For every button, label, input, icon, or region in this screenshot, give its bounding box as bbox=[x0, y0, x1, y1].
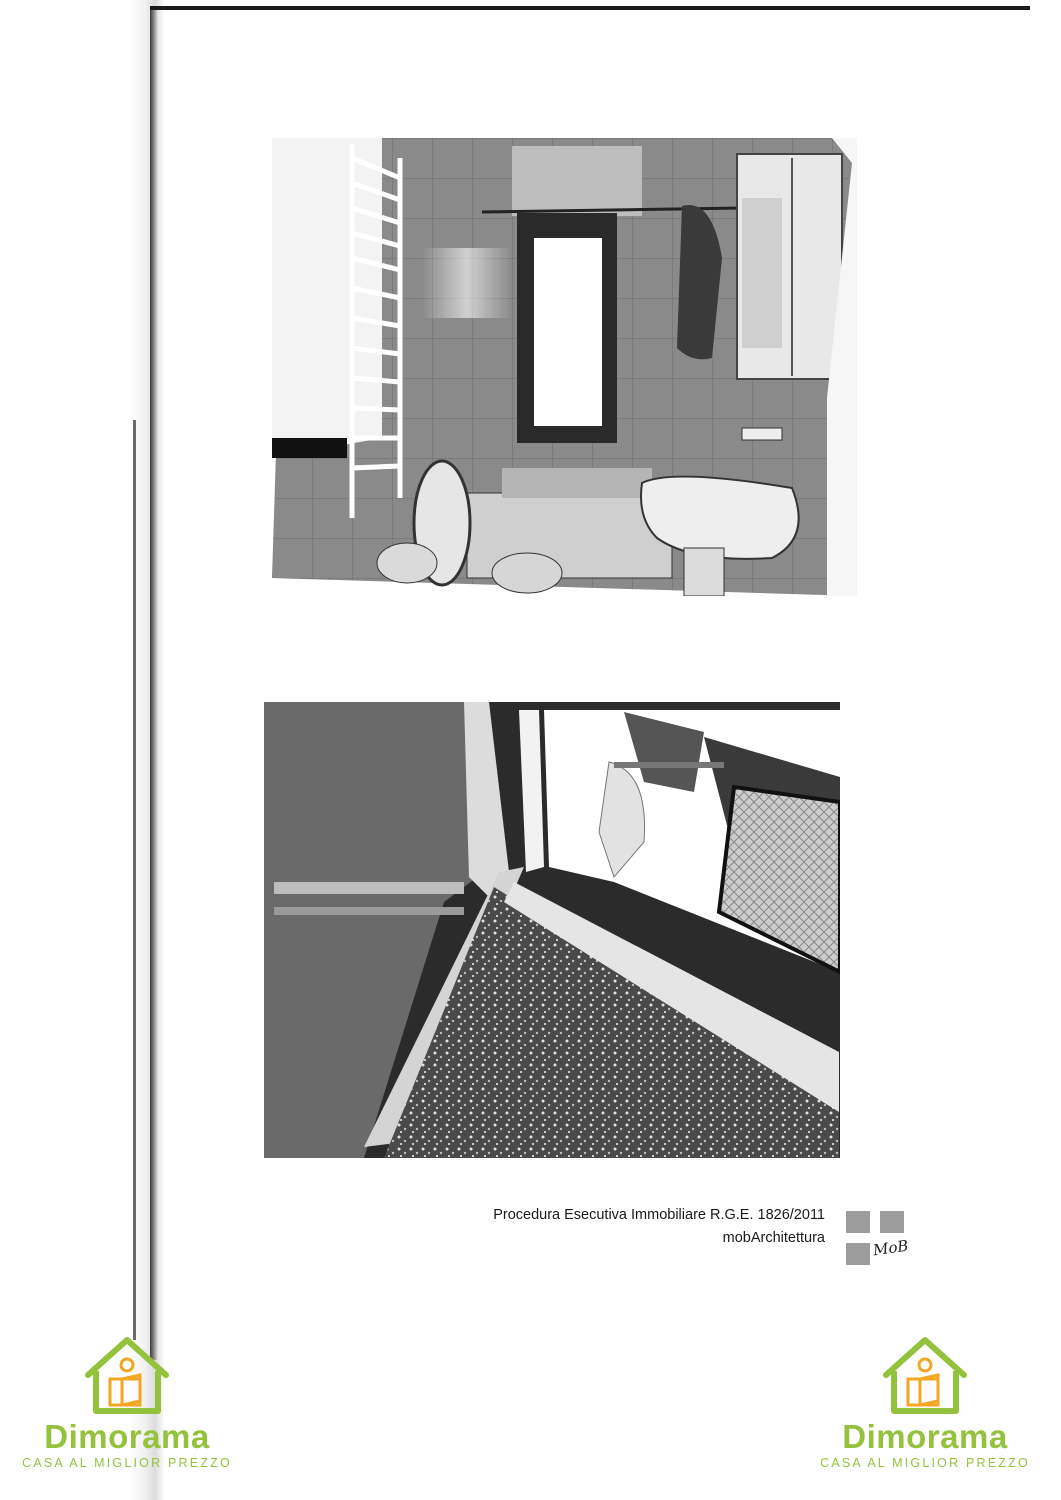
dimorama-watermark-right bbox=[820, 1335, 1030, 1471]
document-footer bbox=[430, 1204, 825, 1250]
firm-stamp bbox=[846, 1211, 910, 1271]
scan-shadow bbox=[0, 0, 165, 1500]
binding-line bbox=[150, 10, 158, 1360]
bathroom-photo bbox=[272, 138, 857, 596]
firm-name: mobArchitettura bbox=[722, 1230, 825, 1246]
dimorama-watermark-left bbox=[22, 1335, 232, 1471]
brand-name: Dimorama bbox=[842, 1418, 1008, 1455]
procedure-reference: Procedura Esecutiva Immobiliare R.G.E. 1826/2011 bbox=[493, 1207, 825, 1223]
binding-line-inner bbox=[133, 420, 136, 1340]
house-logo-icon bbox=[82, 1335, 172, 1417]
window-photo bbox=[264, 702, 840, 1158]
stamp-square bbox=[846, 1243, 870, 1265]
brand-tagline: CASA AL MIGLIOR PREZZO bbox=[22, 1456, 232, 1470]
brand-name: Dimorama bbox=[44, 1418, 210, 1455]
stamp-square bbox=[880, 1211, 904, 1233]
stamp-square bbox=[846, 1211, 870, 1233]
scan-top-edge bbox=[150, 6, 1030, 10]
house-logo-icon bbox=[880, 1335, 970, 1417]
brand-tagline: CASA AL MIGLIOR PREZZO bbox=[820, 1456, 1030, 1470]
stamp-signature: MoB bbox=[871, 1236, 910, 1260]
